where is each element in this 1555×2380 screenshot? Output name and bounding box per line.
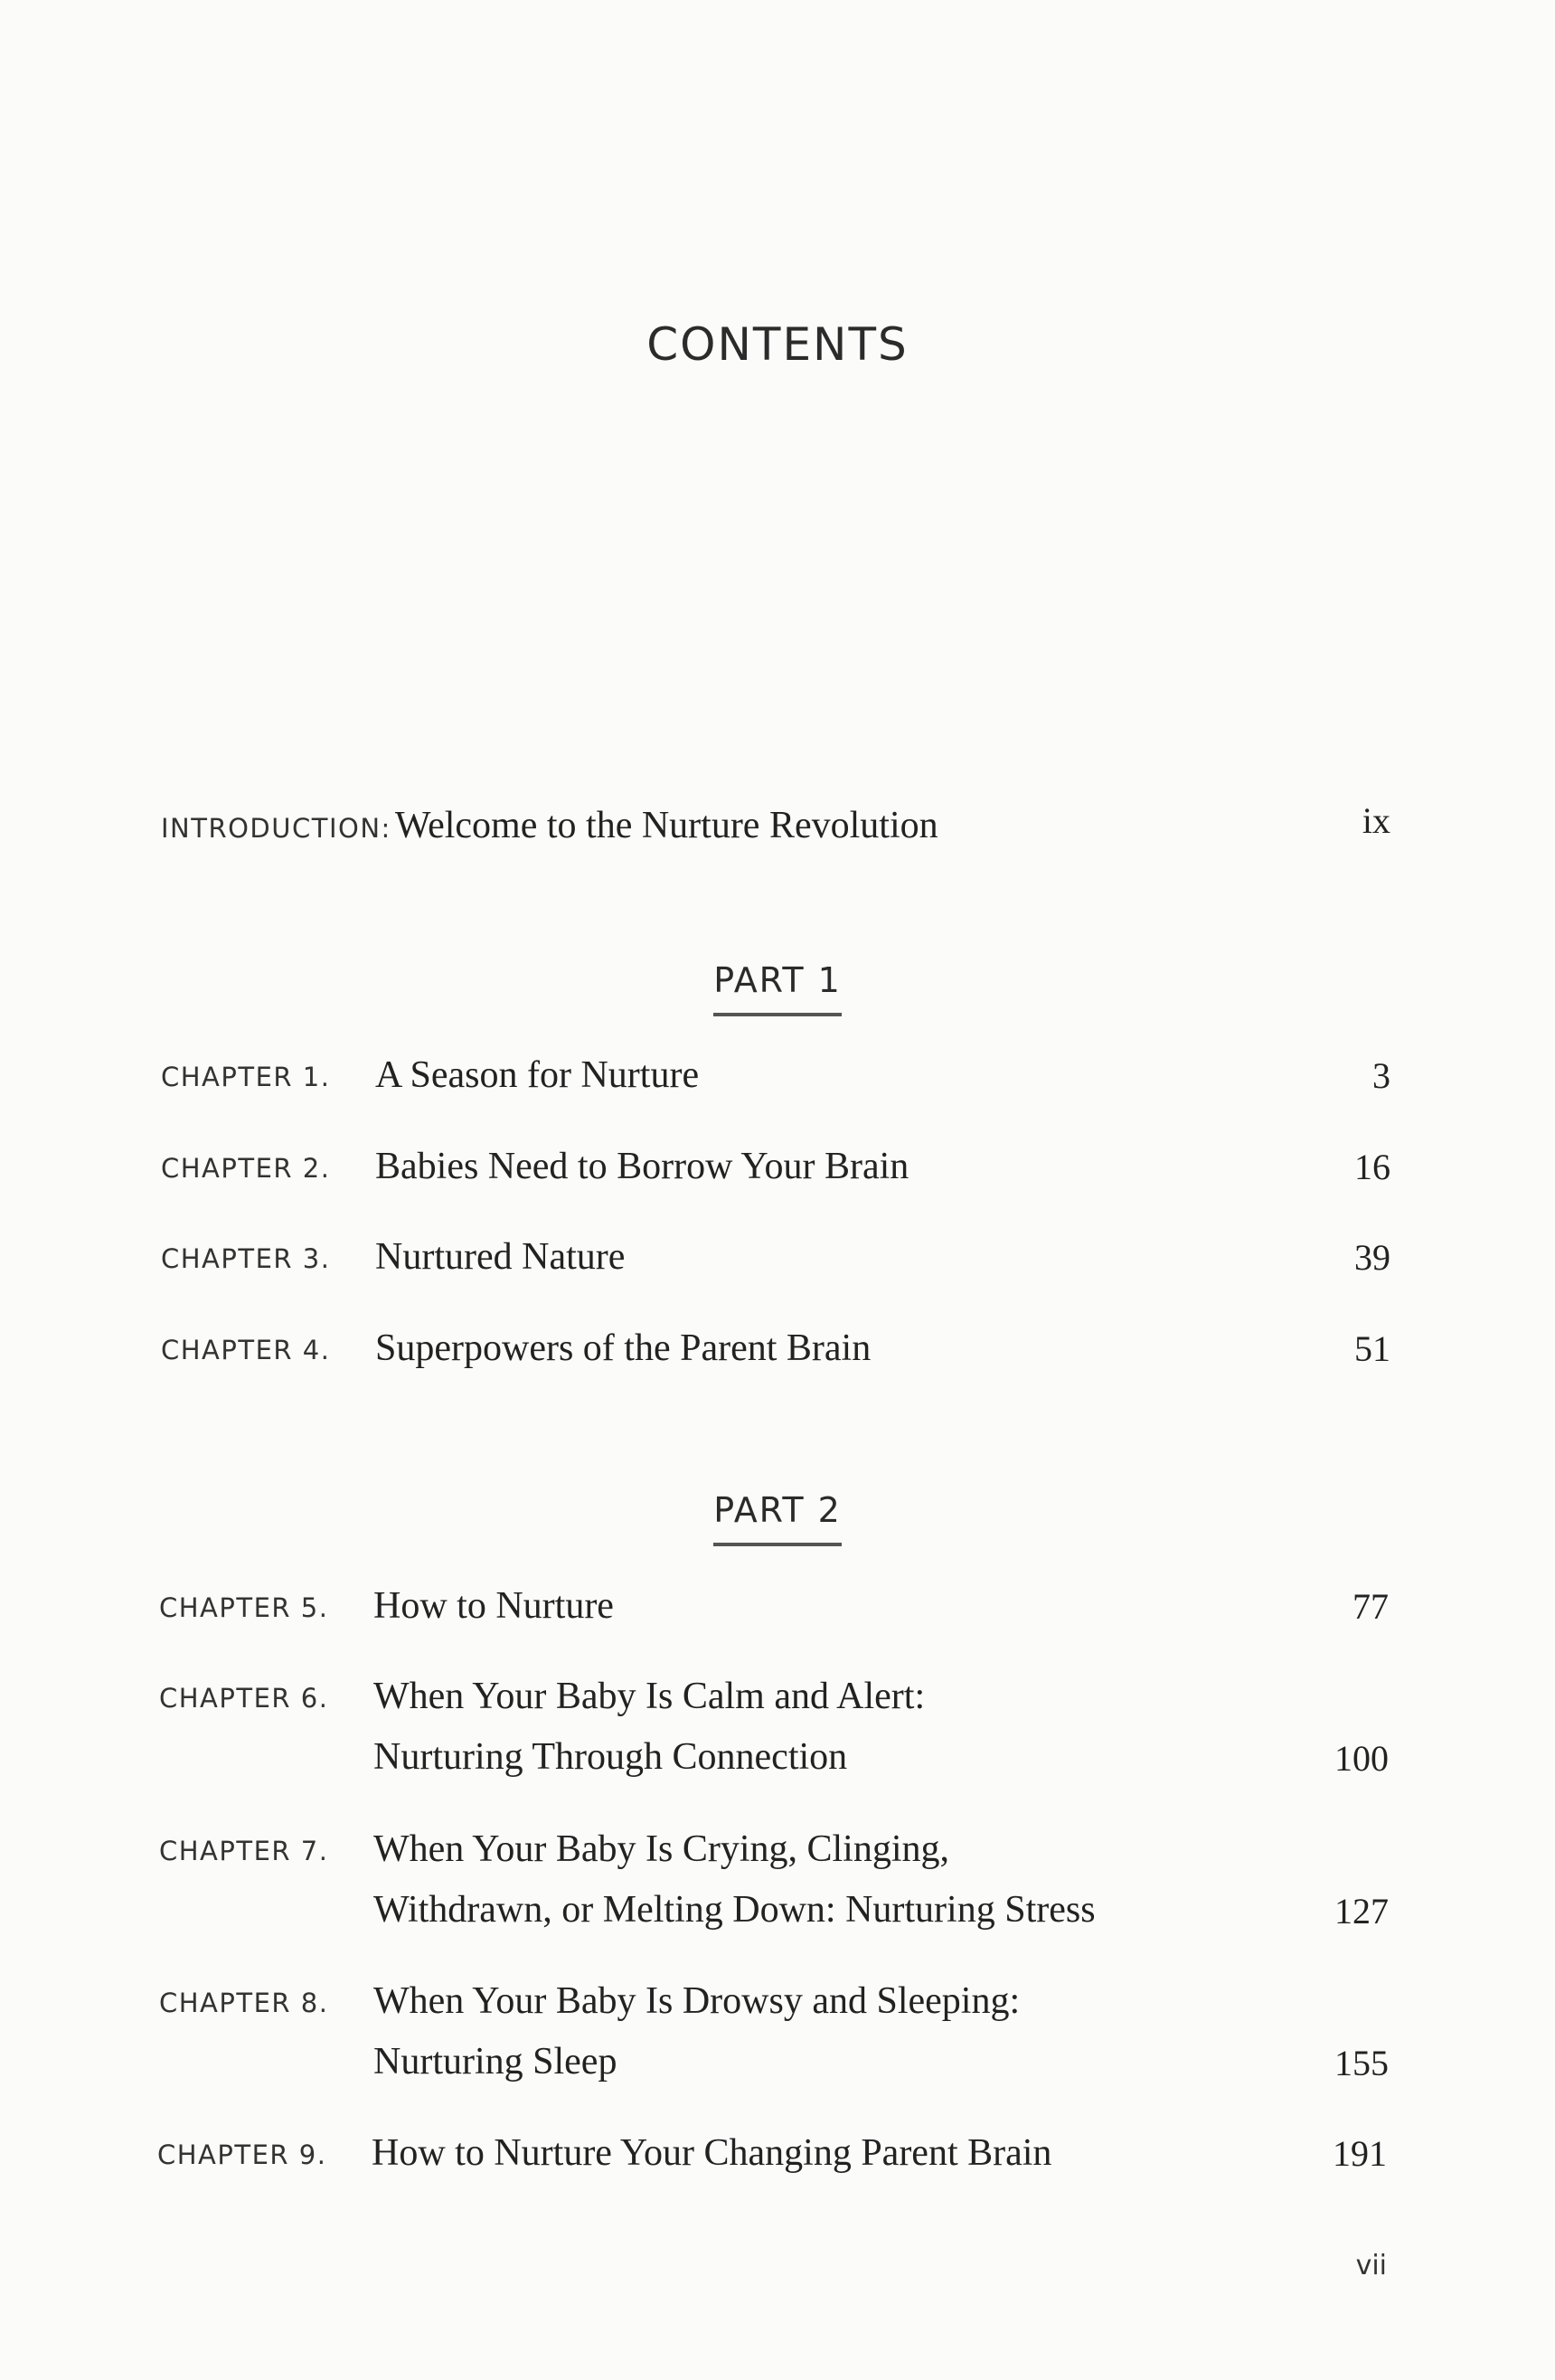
entry-page: ix <box>1362 800 1390 841</box>
part-label: PART 1 <box>713 960 842 1016</box>
toc-entry-chapter-7[interactable] <box>159 1828 1389 1946</box>
toc-entry-chapter-4[interactable] <box>161 1327 1390 1382</box>
entry-title: How to Nurture Your Changing Parent Brain <box>372 2132 1052 2174</box>
entry-label: CHAPTER 6. <box>159 1683 329 1714</box>
entry-title: Babies Need to Borrow Your Brain <box>375 1146 909 1187</box>
toc-entry-chapter-5[interactable] <box>159 1585 1389 1639</box>
entry-label: CHAPTER 3. <box>161 1243 331 1274</box>
entry-page: 16 <box>1354 1147 1390 1187</box>
entry-title-line-1: When Your Baby Is Calm and Alert: <box>373 1676 926 1717</box>
entry-title-line-2: Nurturing Through Connection <box>373 1736 848 1778</box>
entry-page: 191 <box>1333 2133 1387 2174</box>
entry-page: 3 <box>1372 1055 1390 1096</box>
entry-title-line-2: Nurturing Sleep <box>373 2041 617 2082</box>
page-title: CONTENTS <box>646 318 909 371</box>
toc-entry-introduction[interactable] <box>161 796 1390 850</box>
entry-page: 39 <box>1354 1237 1390 1278</box>
entry-label: INTRODUCTION: <box>161 813 391 844</box>
part-heading-2 <box>0 1490 1555 1546</box>
toc-entry-chapter-6[interactable] <box>159 1676 1389 1793</box>
entry-title-line-2: Withdrawn, or Melting Down: Nurturing Stress <box>373 1889 1096 1931</box>
entry-label: CHAPTER 1. <box>161 1062 331 1092</box>
entry-label: CHAPTER 9. <box>157 2139 327 2170</box>
entry-label: CHAPTER 2. <box>161 1153 331 1184</box>
entry-title: Nurtured Nature <box>375 1236 626 1278</box>
entry-title: How to Nurture <box>373 1585 614 1627</box>
entry-title: A Season for Nurture <box>375 1054 700 1096</box>
entry-page: 155 <box>1334 2043 1389 2083</box>
part-heading-1 <box>0 960 1555 1016</box>
part-label: PART 2 <box>713 1490 842 1546</box>
entry-page: 127 <box>1334 1891 1389 1931</box>
page-number: vii <box>1355 2250 1387 2281</box>
entry-title: Superpowers of the Parent Brain <box>375 1327 872 1369</box>
entry-page: 77 <box>1352 1586 1389 1627</box>
entry-label: CHAPTER 5. <box>159 1592 329 1623</box>
entry-page: 51 <box>1354 1328 1390 1369</box>
entry-title: Welcome to the Nurture Revolution <box>394 805 938 846</box>
toc-entry-chapter-3[interactable] <box>161 1236 1390 1290</box>
entry-label: CHAPTER 7. <box>159 1836 329 1866</box>
entry-title-line-1: When Your Baby Is Drowsy and Sleeping: <box>373 1980 1021 2022</box>
entry-page: 100 <box>1334 1738 1389 1779</box>
entry-label: CHAPTER 8. <box>159 1988 329 2018</box>
entry-title-line-1: When Your Baby Is Crying, Clinging, <box>373 1828 950 1870</box>
entry-label: CHAPTER 4. <box>161 1335 331 1365</box>
toc-entry-chapter-1[interactable] <box>161 1054 1390 1109</box>
toc-entry-chapter-9[interactable] <box>157 2132 1387 2186</box>
toc-entry-chapter-8[interactable] <box>159 1980 1389 2098</box>
toc-entry-chapter-2[interactable] <box>161 1146 1390 1200</box>
